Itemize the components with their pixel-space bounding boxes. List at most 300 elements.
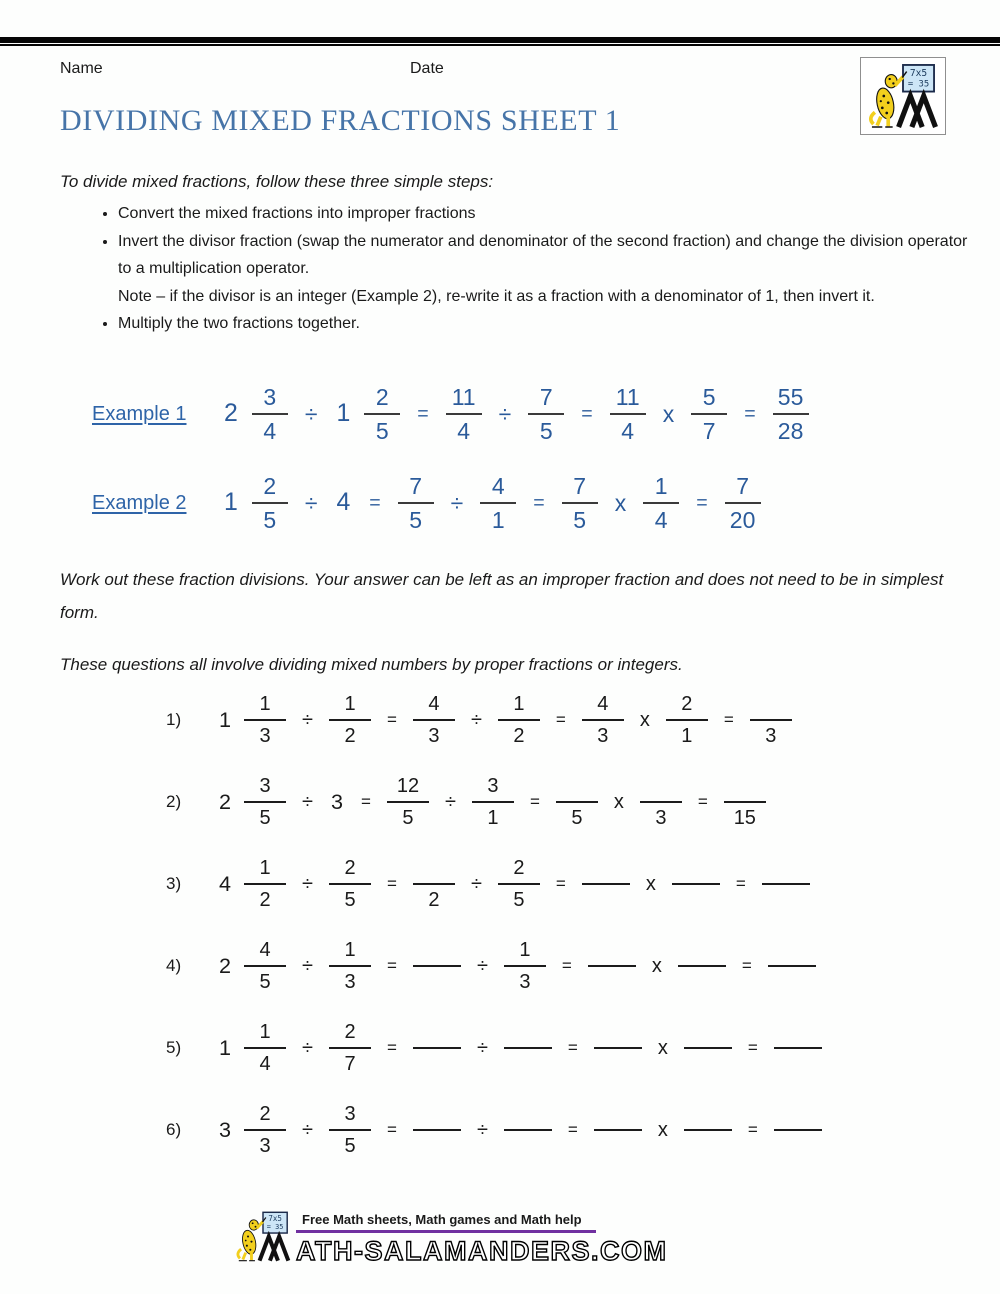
fraction-bar bbox=[725, 502, 761, 504]
fraction-bar bbox=[413, 719, 455, 721]
operator-multiply: x bbox=[645, 872, 656, 895]
fraction bbox=[413, 692, 455, 748]
answer-blank bbox=[672, 856, 720, 912]
answer-blank bbox=[678, 938, 726, 994]
fraction-bar bbox=[244, 1129, 286, 1131]
fraction bbox=[480, 473, 516, 533]
fraction bbox=[329, 692, 371, 748]
fraction-bar bbox=[643, 502, 679, 504]
fraction-bar bbox=[528, 413, 564, 415]
fraction bbox=[610, 384, 646, 444]
operator-equals: = bbox=[741, 956, 752, 975]
fraction-bar bbox=[413, 1129, 461, 1131]
fraction-bar bbox=[329, 719, 371, 721]
denominator bbox=[783, 888, 789, 912]
numerator: 1 bbox=[259, 1021, 271, 1043]
fraction-bar bbox=[498, 719, 540, 721]
fraction-bar bbox=[768, 965, 816, 967]
fraction bbox=[472, 774, 514, 830]
denominator: 7 bbox=[702, 418, 716, 444]
operator-divide: ÷ bbox=[302, 790, 313, 813]
numerator: 1 bbox=[654, 473, 668, 499]
operator-equals: = bbox=[529, 792, 540, 811]
instruction-step bbox=[118, 310, 980, 338]
fraction bbox=[528, 384, 564, 444]
numerator bbox=[705, 1102, 711, 1126]
footer bbox=[0, 1210, 1000, 1268]
denominator: 2 bbox=[344, 725, 356, 747]
answer-blank bbox=[413, 938, 461, 994]
operator-divide: ÷ bbox=[304, 489, 318, 516]
operator-divide: ÷ bbox=[302, 708, 313, 731]
fraction-bar bbox=[582, 883, 630, 885]
operator-equals: = bbox=[369, 491, 381, 514]
fraction bbox=[387, 774, 429, 830]
question-row bbox=[166, 856, 822, 912]
denominator: 4 bbox=[263, 418, 277, 444]
numerator: 2 bbox=[681, 693, 693, 715]
questions-section bbox=[166, 692, 822, 1184]
fraction bbox=[643, 473, 679, 533]
fraction bbox=[773, 384, 809, 444]
fraction-bar bbox=[684, 1047, 732, 1049]
question-number: 1) bbox=[166, 710, 182, 729]
top-divider bbox=[0, 37, 1000, 46]
question-row bbox=[166, 1020, 822, 1076]
denominator: 15 bbox=[733, 807, 756, 829]
fraction bbox=[725, 473, 761, 533]
top-divider-thin-line bbox=[0, 44, 1000, 46]
whole-number: 3 bbox=[331, 789, 344, 814]
answer-blank bbox=[594, 1102, 642, 1158]
whole-number: 1 bbox=[219, 707, 232, 732]
numerator: 3 bbox=[263, 384, 277, 410]
fraction-bar bbox=[594, 1047, 642, 1049]
question-row bbox=[166, 692, 822, 748]
example-label: Example 1 bbox=[92, 402, 187, 425]
denominator bbox=[525, 1052, 531, 1076]
denominator bbox=[609, 970, 615, 994]
operator-equals: = bbox=[387, 874, 397, 893]
numerator: 55 bbox=[777, 384, 804, 410]
operator-equals: = bbox=[697, 792, 708, 811]
denominator bbox=[705, 1052, 711, 1076]
answer-blank bbox=[684, 1020, 732, 1076]
denominator: 5 bbox=[344, 889, 356, 911]
operator-equals: = bbox=[387, 956, 397, 975]
numerator bbox=[434, 938, 440, 962]
numerator: 11 bbox=[615, 384, 640, 410]
fraction-bar bbox=[244, 883, 286, 885]
numerator: 7 bbox=[539, 384, 553, 410]
fraction-bar bbox=[672, 883, 720, 885]
denominator: 1 bbox=[681, 725, 693, 747]
fraction bbox=[329, 1102, 371, 1158]
fraction-bar bbox=[724, 801, 766, 803]
operator-multiply: x bbox=[639, 708, 650, 731]
footer-accent-rule bbox=[296, 1230, 596, 1233]
salamander-logo-icon bbox=[865, 62, 941, 130]
denominator: 2 bbox=[259, 889, 271, 911]
fraction-bar bbox=[640, 801, 682, 803]
fraction-bar bbox=[480, 502, 516, 504]
operator-multiply: x bbox=[651, 954, 662, 977]
denominator: 4 bbox=[654, 507, 668, 533]
denominator bbox=[795, 1052, 801, 1076]
denominator: 4 bbox=[259, 1053, 271, 1075]
numerator: 2 bbox=[344, 857, 356, 879]
fraction-bar bbox=[582, 719, 624, 721]
footer-wordmark-text: ATH-SALAMANDERS.COM bbox=[296, 1236, 668, 1266]
denominator: 1 bbox=[491, 507, 505, 533]
examples-section bbox=[92, 384, 809, 562]
fraction bbox=[244, 1102, 286, 1158]
answer-blank bbox=[588, 938, 636, 994]
operator-multiply: x bbox=[662, 400, 675, 427]
fraction-bar bbox=[446, 413, 482, 415]
operator-divide: ÷ bbox=[470, 872, 482, 895]
denominator: 4 bbox=[621, 418, 635, 444]
fraction-bar bbox=[244, 719, 286, 721]
denominator bbox=[615, 1134, 621, 1158]
whole-number: 4 bbox=[336, 489, 351, 516]
denominator: 5 bbox=[539, 418, 553, 444]
operator-equals: = bbox=[387, 1120, 397, 1139]
denominator: 3 bbox=[344, 971, 356, 993]
fraction-bar bbox=[329, 883, 371, 885]
example-row bbox=[92, 473, 809, 533]
question-row bbox=[166, 938, 822, 994]
operator-divide: ÷ bbox=[498, 400, 512, 427]
fraction bbox=[640, 774, 682, 830]
operator-equals: = bbox=[567, 1038, 578, 1057]
numerator bbox=[615, 1102, 621, 1126]
numerator bbox=[783, 856, 789, 880]
numerator bbox=[693, 856, 699, 880]
fraction-bar bbox=[364, 413, 400, 415]
whole-number: 2 bbox=[224, 400, 238, 427]
fraction bbox=[413, 856, 455, 912]
fraction-bar bbox=[678, 965, 726, 967]
fraction-bar bbox=[329, 1047, 371, 1049]
fraction bbox=[364, 384, 400, 444]
denominator bbox=[615, 1052, 621, 1076]
fraction bbox=[582, 692, 624, 748]
numerator bbox=[525, 1020, 531, 1044]
footer-salamander-logo-icon bbox=[234, 1210, 292, 1263]
fraction-bar bbox=[504, 965, 546, 967]
numerator: 2 bbox=[513, 857, 525, 879]
denominator: 3 bbox=[655, 807, 667, 829]
denominator: 3 bbox=[259, 725, 271, 747]
name-label: Name bbox=[60, 60, 103, 77]
operator-equals: = bbox=[696, 491, 708, 514]
numerator bbox=[434, 1102, 440, 1126]
fraction-bar bbox=[774, 1047, 822, 1049]
intro-text: To divide mixed fractions, follow these three simple steps: bbox=[60, 172, 494, 191]
answer-blank bbox=[413, 1102, 461, 1158]
fraction-bar bbox=[329, 965, 371, 967]
numerator: 4 bbox=[428, 693, 440, 715]
top-divider-thick-line bbox=[0, 37, 1000, 43]
denominator bbox=[434, 1134, 440, 1158]
whole-number: 1 bbox=[224, 489, 238, 516]
denominator bbox=[789, 970, 795, 994]
numerator: 7 bbox=[409, 473, 423, 499]
question-number: 2) bbox=[166, 792, 182, 811]
fraction bbox=[244, 692, 286, 748]
instruction-step bbox=[118, 228, 980, 311]
denominator: 5 bbox=[409, 507, 423, 533]
denominator: 5 bbox=[402, 807, 414, 829]
operator-equals: = bbox=[581, 402, 593, 425]
question-number: 5) bbox=[166, 1038, 182, 1057]
denominator: 2 bbox=[428, 889, 440, 911]
fraction bbox=[498, 692, 540, 748]
operator-divide: ÷ bbox=[304, 400, 318, 427]
numerator: 7 bbox=[573, 473, 587, 499]
numerator bbox=[431, 856, 437, 880]
denominator bbox=[434, 970, 440, 994]
denominator: 5 bbox=[571, 807, 583, 829]
fraction bbox=[724, 774, 766, 830]
fraction-bar bbox=[498, 883, 540, 885]
denominator: 28 bbox=[777, 418, 804, 444]
fraction bbox=[666, 692, 708, 748]
operator-divide: ÷ bbox=[470, 708, 482, 731]
question-row bbox=[166, 1102, 822, 1158]
footer-text-block bbox=[296, 1210, 766, 1268]
numerator: 2 bbox=[263, 473, 277, 499]
numerator: 3 bbox=[259, 775, 271, 797]
denominator: 3 bbox=[259, 1135, 271, 1157]
denominator: 5 bbox=[573, 507, 587, 533]
fraction-bar bbox=[691, 413, 727, 415]
operator-divide: ÷ bbox=[302, 954, 313, 977]
fraction bbox=[244, 1020, 286, 1076]
denominator: 5 bbox=[259, 807, 271, 829]
question-number: 3) bbox=[166, 874, 182, 893]
whole-number: 4 bbox=[219, 871, 232, 896]
answer-blank bbox=[768, 938, 816, 994]
denominator bbox=[603, 888, 609, 912]
fraction bbox=[750, 692, 792, 748]
numerator: 1 bbox=[519, 939, 531, 961]
numerator bbox=[525, 1102, 531, 1126]
numerator bbox=[742, 774, 748, 798]
operator-equals: = bbox=[723, 710, 734, 729]
answer-blank bbox=[684, 1102, 732, 1158]
fraction-bar bbox=[413, 883, 455, 885]
numerator bbox=[615, 1020, 621, 1044]
numerator bbox=[434, 1020, 440, 1044]
fraction-bar bbox=[594, 1129, 642, 1131]
operator-equals: = bbox=[555, 874, 566, 893]
numerator bbox=[768, 692, 774, 716]
denominator: 20 bbox=[729, 507, 756, 533]
denominator bbox=[795, 1134, 801, 1158]
numerator bbox=[795, 1020, 801, 1044]
numerator: 2 bbox=[375, 384, 389, 410]
answer-blank bbox=[762, 856, 810, 912]
denominator: 3 bbox=[765, 725, 777, 747]
denominator bbox=[699, 970, 705, 994]
denominator bbox=[705, 1134, 711, 1158]
whole-number: 2 bbox=[219, 953, 232, 978]
fraction bbox=[244, 938, 286, 994]
fraction-bar bbox=[562, 502, 598, 504]
operator-equals: = bbox=[735, 874, 746, 893]
operator-equals: = bbox=[744, 402, 756, 425]
denominator: 5 bbox=[263, 507, 277, 533]
fraction bbox=[244, 774, 286, 830]
numerator: 11 bbox=[451, 384, 476, 410]
operator-divide: ÷ bbox=[450, 489, 464, 516]
numerator: 3 bbox=[487, 775, 499, 797]
answer-blank bbox=[594, 1020, 642, 1076]
operator-divide: ÷ bbox=[302, 1036, 313, 1059]
denominator: 1 bbox=[487, 807, 499, 829]
fraction-bar bbox=[252, 502, 288, 504]
numerator: 1 bbox=[344, 939, 356, 961]
numerator bbox=[603, 856, 609, 880]
answer-blank bbox=[774, 1102, 822, 1158]
denominator: 5 bbox=[259, 971, 271, 993]
numerator: 1 bbox=[513, 693, 525, 715]
fraction-bar bbox=[556, 801, 598, 803]
whole-number: 3 bbox=[219, 1117, 232, 1142]
denominator: 5 bbox=[513, 889, 525, 911]
fraction bbox=[252, 473, 288, 533]
denominator: 3 bbox=[597, 725, 609, 747]
answer-blank bbox=[774, 1020, 822, 1076]
numerator bbox=[574, 774, 580, 798]
numerator: 3 bbox=[344, 1103, 356, 1125]
denominator: 2 bbox=[513, 725, 525, 747]
operator-equals: = bbox=[567, 1120, 578, 1139]
fraction-bar bbox=[774, 1129, 822, 1131]
operator-divide: ÷ bbox=[476, 1036, 488, 1059]
numerator: 5 bbox=[702, 384, 716, 410]
operator-divide: ÷ bbox=[476, 1118, 488, 1141]
fraction bbox=[446, 384, 482, 444]
whole-number: 1 bbox=[219, 1035, 232, 1060]
numerator bbox=[795, 1102, 801, 1126]
example-label: Example 2 bbox=[92, 491, 187, 514]
numerator: 4 bbox=[597, 693, 609, 715]
question-number: 4) bbox=[166, 956, 182, 975]
operator-multiply: x bbox=[657, 1036, 668, 1059]
fraction-bar bbox=[244, 1047, 286, 1049]
numerator: 2 bbox=[344, 1021, 356, 1043]
numerator: 4 bbox=[259, 939, 271, 961]
fraction-bar bbox=[610, 413, 646, 415]
fraction-bar bbox=[773, 413, 809, 415]
denominator: 5 bbox=[375, 418, 389, 444]
numerator bbox=[705, 1020, 711, 1044]
example-row bbox=[92, 384, 809, 444]
numerator bbox=[699, 938, 705, 962]
step-text: • Invert the divisor fraction (swap the numerator and denominator of the second fraction) and change the division operator to a multiplication operator. bbox=[118, 232, 968, 277]
fraction bbox=[398, 473, 434, 533]
fraction bbox=[556, 774, 598, 830]
fraction bbox=[691, 384, 727, 444]
operator-divide: ÷ bbox=[444, 790, 456, 813]
question-row bbox=[166, 774, 822, 830]
questions-note: These questions all involve dividing mixed numbers by proper fractions or integers. bbox=[60, 655, 683, 674]
site-logo bbox=[860, 57, 946, 135]
answer-blank bbox=[413, 1020, 461, 1076]
answer-blank bbox=[504, 1020, 552, 1076]
steps-list bbox=[86, 200, 980, 338]
fraction-bar bbox=[244, 801, 286, 803]
answer-blank bbox=[582, 856, 630, 912]
fraction-bar bbox=[504, 1047, 552, 1049]
numerator: 12 bbox=[396, 775, 420, 797]
numerator bbox=[789, 938, 795, 962]
numerator: 1 bbox=[344, 693, 356, 715]
fraction-bar bbox=[329, 1129, 371, 1131]
operator-equals: = bbox=[561, 956, 572, 975]
footer-wordmark bbox=[296, 1234, 766, 1268]
operator-equals: = bbox=[555, 710, 566, 729]
whole-number: 2 bbox=[219, 789, 232, 814]
fraction bbox=[252, 384, 288, 444]
question-number: 6) bbox=[166, 1120, 182, 1139]
date-label: Date bbox=[410, 60, 444, 77]
fraction-bar bbox=[762, 883, 810, 885]
fraction-bar bbox=[472, 801, 514, 803]
fraction bbox=[498, 856, 540, 912]
numerator bbox=[658, 774, 664, 798]
operator-multiply: x bbox=[657, 1118, 668, 1141]
step-text: • Convert the mixed fractions into improper fractions bbox=[118, 205, 476, 222]
fraction-bar bbox=[666, 719, 708, 721]
fraction-bar bbox=[244, 965, 286, 967]
operator-divide: ÷ bbox=[302, 872, 313, 895]
answer-blank bbox=[504, 1102, 552, 1158]
fraction bbox=[562, 473, 598, 533]
fraction-bar bbox=[750, 719, 792, 721]
operator-multiply: x bbox=[614, 489, 627, 516]
step-note: Note – if the divisor is an integer (Example 2), re-write it as a fraction with a denominator of 1, then invert it. bbox=[118, 287, 875, 305]
operator-equals: = bbox=[533, 491, 545, 514]
fraction-bar bbox=[504, 1129, 552, 1131]
fraction bbox=[329, 856, 371, 912]
fraction-bar bbox=[588, 965, 636, 967]
fraction bbox=[329, 1020, 371, 1076]
fraction-bar bbox=[398, 502, 434, 504]
footer-tagline: Free Math sheets, Math games and Math help bbox=[302, 1212, 582, 1227]
denominator: 4 bbox=[457, 418, 471, 444]
header-row bbox=[0, 60, 1000, 82]
denominator bbox=[525, 1134, 531, 1158]
fraction-bar bbox=[413, 1047, 461, 1049]
operator-multiply: x bbox=[613, 790, 624, 813]
operator-equals: = bbox=[747, 1120, 758, 1139]
numerator: 2 bbox=[259, 1103, 271, 1125]
fraction-bar bbox=[387, 801, 429, 803]
fraction-bar bbox=[684, 1129, 732, 1131]
fraction bbox=[329, 938, 371, 994]
denominator: 5 bbox=[344, 1135, 356, 1157]
fraction-bar bbox=[413, 965, 461, 967]
fraction bbox=[244, 856, 286, 912]
page-title: DIVIDING MIXED FRACTIONS SHEET 1 bbox=[60, 104, 621, 137]
operator-divide: ÷ bbox=[476, 954, 488, 977]
denominator: 3 bbox=[519, 971, 531, 993]
operator-equals: = bbox=[387, 1038, 397, 1057]
